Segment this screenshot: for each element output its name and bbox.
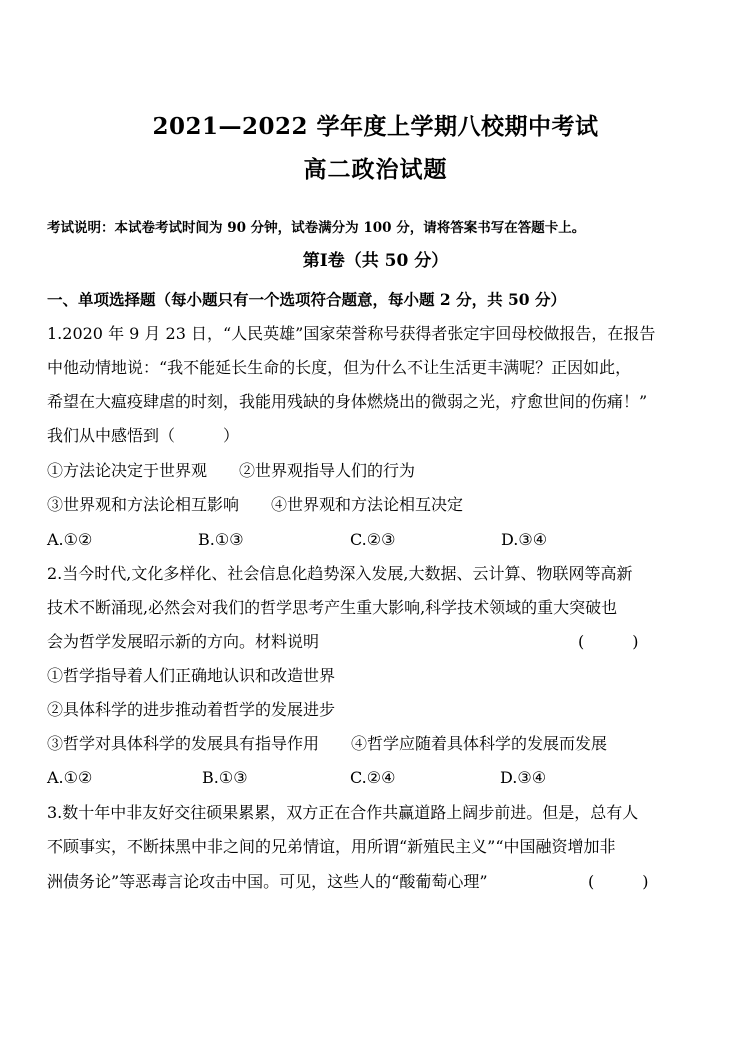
question-2-line-3: 会为哲学发展昭示新的方向。材料说明 [47, 632, 320, 651]
section-heading: 一、单项选择题（每小题只有一个选项符合题意，每小题 2 分，共 50 分） [47, 290, 566, 309]
question-1-option-d: D.③④ [501, 530, 548, 549]
question-2-option-b: B.①③ [202, 768, 248, 787]
volume-heading: 第Ⅰ卷（共 50 分） [302, 251, 449, 271]
question-3-line-2: 不顾事实，不断抹黑中非之间的兄弟情谊，用所谓“新殖民主义”“中国融资增加非 [47, 837, 616, 856]
question-2-line-2: 技术不断涌现,必然会对我们的哲学思考产生重大影响,科学技术领域的重大突破也 [47, 598, 618, 617]
question-2-line-1: 2.当今时代,文化多样化、社会信息化趋势深入发展,大数据、云计算、物联网等高新 [47, 564, 633, 583]
question-1-option-c: C.②③ [350, 530, 396, 549]
question-1-statement-2: ③世界观和方法论相互影响 ④世界观和方法论相互决定 [47, 495, 464, 514]
exam-notice: 考试说明：本试卷考试时间为 90 分钟，试卷满分为 100 分，请将答案书写在答题卡上。 [47, 220, 586, 236]
question-2-option-c: C.②④ [350, 768, 396, 787]
question-3-answer-paren: ( ) [588, 872, 649, 891]
question-3-line-1: 3.数十年中非友好交往硕果累累，双方正在合作共赢道路上阔步前进。但是，总有人 [47, 803, 639, 822]
question-1-statement-1: ①方法论决定于世界观 ②世界观指导人们的行为 [47, 461, 416, 480]
question-2-statement-1: ①哲学指导着人们正确地认识和改造世界 [47, 666, 336, 685]
question-2-option-a: A.①② [47, 768, 93, 787]
question-1-line-3: 希望在大瘟疫肆虐的时刻，我能用残缺的身体燃烧出的微弱之光，疗愈世间的伤痛！” [47, 392, 648, 411]
question-1-option-b: B.①③ [198, 530, 244, 549]
question-1-option-a: A.①② [47, 530, 93, 549]
exam-title: 2021—2022 学年度上学期八校期中考试 [152, 113, 599, 140]
question-3-line-3: 洲债务论”等恶毒言论攻击中国。可见，这些人的“酸葡萄心理” [47, 872, 488, 891]
question-2-answer-paren: ( ) [578, 632, 639, 651]
question-2-statement-2: ②具体科学的进步推动着哲学的发展进步 [47, 700, 336, 719]
question-1-line-1: 1.2020 年 9 月 23 日，“人民英雄”国家荣誉称号获得者张定宇回母校做报告，在报告 [47, 324, 656, 343]
question-2-statement-3: ③哲学对具体科学的发展具有指导作用 ④哲学应随着具体科学的发展而发展 [47, 734, 608, 753]
question-1-line-4: 我们从中感悟到（ ） [47, 426, 240, 445]
question-2-option-d: D.③④ [500, 768, 547, 787]
exam-subject-title: 高二政治试题 [303, 156, 448, 183]
question-1-line-2: 中他动情地说：“我不能延长生命的长度，但为什么不让生活更丰满呢？正因如此， [47, 358, 632, 377]
